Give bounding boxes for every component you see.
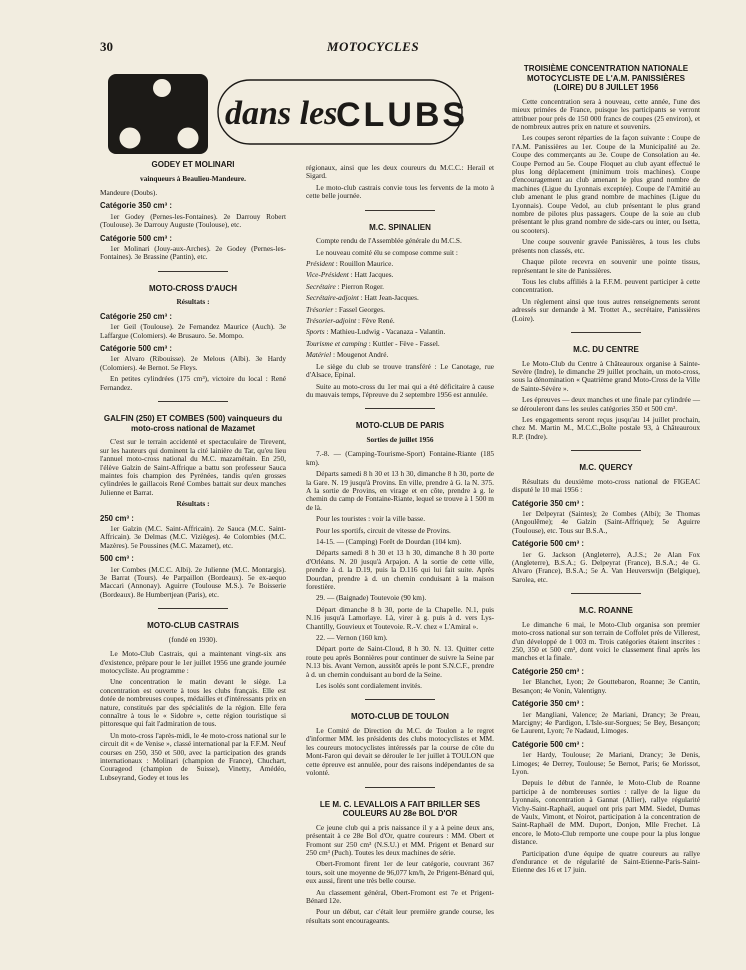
paragraph: 1er G. Jackson (Angleterre), A.J.S.; 2e Alan Fox (Angleterre), B.S.A.; G. Delpeyrat (France), B.S.A.; 4e G. Alvaro (France), B.S.A.; 5e A. Van Heuverswijn (Belgique), Sarolea, etc. [512, 549, 700, 584]
committee-name: : Kuttler - Fève - Fassel. [366, 338, 440, 348]
article-title: M.C. SPINALIEN [369, 222, 431, 232]
committee-name: : Pierron Roger. [335, 281, 384, 291]
committee-role: Trésorier-adjoint [306, 316, 357, 326]
committee-member [306, 294, 494, 302]
category-heading: Catégorie 350 cm³ : [512, 498, 584, 508]
committee-role: Président [306, 259, 334, 269]
category-heading: Catégorie 500 cm³ : [512, 739, 584, 749]
clubs-banner [100, 60, 472, 160]
paragraph: Cette concentration sera à nouveau, cette année, l'une des mieux primées de France, puisque les participants se verront attribuer pour près de 150 000 francs de coupes (25 environ), et de nombreux autres prix en nature et souvenirs. [512, 96, 700, 131]
article-title: GALFIN (250) ET COMBES (500) vainqueurs du moto-cross national de Mazamet [103, 414, 283, 433]
divider [571, 332, 641, 333]
paragraph: Pour les sportifs, circuit de vitesse de Provins. [316, 525, 451, 535]
paragraph: Au classement général, Obert-Fromont est 7e et Prigent-Bénard 12e. [306, 887, 494, 905]
paragraph: Pour un début, car c'était leur première grande course, les résultats sont encourageants. [306, 907, 494, 925]
paragraph: régionaux, ainsi que les deux coureurs du M.C.C.: Herail et Sigard. [306, 163, 494, 181]
committee-name: : Fève René. [356, 316, 395, 326]
paragraph: Chaque pilote recevra en souvenir une pointe tissus, représentant le site de Panissières. [512, 257, 700, 275]
divider [158, 401, 228, 402]
column-left [100, 160, 286, 785]
article-title: LE M. C. LEVALLOIS A FAIT BRILLER SES COULEURS AU 28e BOL D'OR [319, 799, 481, 819]
article-subtitle: (fondé en 1930). [168, 634, 218, 644]
category-heading: Catégorie 350 cm³ : [512, 699, 584, 709]
paragraph: 1er Geil (Toulouse). 2e Fernandez Maurice (Auch). 3e Laffargue (Colomiers). 4e Brusauro. 5e. Mompo. [100, 322, 286, 340]
paragraph: Le dimanche 6 mai, le Moto-Club organisa son premier moto-cross national sur son terrain de Coffolet près de Villerest, d'un développé de 1 003 m. Trois catégories étaient inscrites : 250, 350 et 500 cm³, dont voici le classement final après les manches et la finale. [512, 619, 700, 663]
results-label: Résultats : [176, 499, 210, 509]
committee-role: Secrétaire-adjoint [306, 293, 359, 303]
paragraph: Obert-Fromont firent 1er de leur catégorie, couvrant 367 tours, soit une moyenne de 96,077 km/h, 2e Prigent-Bénard qui, eux aussi, firent une très belle course. [306, 859, 494, 886]
category-heading: Catégorie 500 cm³ : [100, 344, 172, 354]
article-title: MOTO-CLUB CASTRAIS [147, 621, 239, 631]
committee-name: : Hatt Jean-Jacques. [358, 293, 419, 303]
committee-member [306, 340, 494, 348]
paragraph: Les coupes seront réparties de la façon suivante : Coupe de l'A.M. Panissières au 1er. Coupe de la Municipalité au 2e. Coupe des commerçants au 3e. Coupe de Consolation au 4e. Coupe Pernod au 5e. Coupe Floquet au club ayant effectué le plus long déplacement (minimum trois machines). Coupe d'encouragement au club amenant le plus grand nombre de machines (Ligue du Lyonnais exceptée). Coupe de l'Amitié au club amenant le plus grand nombre de machines (Ligue du Lyonnais). Coupe Vedol, au club présentant le plus grand nombre de pilotes plus passagers. Coupe de la soie au club présentant le plus grand nombre de side-cars ou inter, ou Isetta, ou scooters). [512, 133, 700, 235]
category-heading: 500 cm³ : [100, 554, 134, 564]
paragraph: En petites cylindrées (175 cm³), victoire du local : René Fernandez. [100, 374, 286, 392]
committee-role: Trésorier [306, 304, 334, 314]
paragraph: Ce jeune club qui a pris naissance il y a à peine deux ans, présentait à ce 28e Bol d'Or, quatre coureurs : MM. Obert et Fromont sur 250 cm³ (N.S.U.) et MM. Prigent et Benard sur 250 cm³ (Puch). Toutes les deux machines de série. [306, 822, 494, 857]
wheel-icon [176, 126, 200, 150]
paragraph: Pour les touristes : voir la ville basse. [316, 514, 426, 524]
paragraph: Participation d'une équipe de quatre coureurs au rallye d'endurance et de régularité de Saint-Etienne-Paris-Saint-Etienne des 16 et 17 juin. [512, 848, 700, 875]
divider [365, 408, 435, 409]
committee-member [306, 260, 494, 268]
article-title: MOTO-CLUB DE PARIS [355, 421, 445, 431]
paragraph: 1er Combes (M.C.C. Albi). 2e Julienne (M.C. Montargis). 3e Barrat (Tours). 4e Parpaillon (Bordeaux). 5e ex-aequo Maccari (Annonay). Aguirre (Toulouse M.S.). 7e Boisserie (Bordeaux). 8e Humbertjean (Paris), etc. [100, 564, 286, 599]
magazine-title: MOTOCYCLES [326, 39, 420, 54]
paragraph: 1er Molinari (Jouy-aux-Arches). 2e Godey (Pernes-les-Fontaines). 3e Brassine (Pantin), etc. [100, 244, 286, 262]
committee-member [306, 351, 494, 359]
article-title: GODEY ET MOLINARI [151, 160, 235, 169]
rider-helmet-icon [153, 79, 171, 97]
committee-member [306, 328, 494, 336]
column-right [512, 64, 700, 878]
committee-role: Secrétaire [306, 281, 336, 291]
paragraph: Le nouveau comité élu se compose comme suit : [316, 247, 458, 257]
category-heading: Catégorie 350 cm³ : [100, 201, 172, 211]
paragraph: Le Moto-Club du Centre à Châteauroux organise à Sainte-Sevère (Indre), le dimanche 29 juillet prochain, un moto-cross, sous la dénomination « Quatrième grand Moto-Cross de la Ville de Sainte-Sévère ». [512, 358, 700, 393]
category-heading: Catégorie 250 cm³ : [512, 666, 584, 676]
divider [571, 593, 641, 594]
divider [158, 608, 228, 609]
article-subtitle: vainqueurs à Beaulieu-Mandeure. [140, 173, 246, 183]
committee-name: : Hatt Jacques. [348, 270, 394, 280]
paragraph: Le Comité de Direction du M.C. de Toulon a le regret d'informer MM. les présidents des clubs motocyclistes et MM. les coureurs motocyclistes intéressés par la course de côte du Mont-Faron qui devait se dérouler le 1er juillet à TOULON que cette épreuve est annulée, pour des raisons indépendantes de sa volonté. [306, 726, 494, 778]
divider [365, 210, 435, 211]
paragraph: Départs samedi 8 h 30 et 13 h 30, dimanche 8 h 30, porte de la Gare. N. 19 jusqu'à Provins. En ville, prendre à G. la N. 375. A la sortie de Provins, en virage et en côte, prendre à g. le chemin du camp de Fontaine-Riante, lequel se trouve à 1 500 m de là. [306, 469, 494, 512]
divider [365, 787, 435, 788]
article-title: M.C. QUERCY [579, 463, 633, 473]
paragraph: Le siège du club se trouve transféré : Le Canotage, rue d'Alsace, Epinal. [306, 361, 494, 380]
paragraph: 1er Galzin (M.C. Saint-Affricain). 2e Sauca (M.C. Saint-Affricain). 3e Delmas (M.C. Vizièges). 4e Colombies (M.C. Mazères). 5e Poussines (M.C. Mazamet), etc. [100, 523, 286, 550]
divider [158, 271, 228, 272]
divider [365, 699, 435, 700]
paragraph: Compte rendu de l'Assemblée générale du M.C.S. [316, 236, 462, 246]
article-subtitle: Sorties de juillet 1956 [366, 434, 434, 444]
banner-clubs-word: CLUBS [336, 96, 469, 134]
article-title: TROISIÈME CONCENTRATION NATIONALE MOTOCYCLISTE DE L'A.M. PANISSIÈRES (LOIRE) DU 8 JUILLET 1956 [523, 64, 689, 93]
paragraph: 1er Alvaro (Ribouisse). 2e Melous (Albi). 3e Hardy (Colomiers). 4e Bernot. 5e Fleys. [100, 354, 286, 372]
committee-role: Matériel [306, 350, 332, 360]
committee-role: Sports [306, 327, 325, 337]
paragraph: C'est sur le terrain accidenté et spectaculaire de Tirevent, sur les hauteurs qui dominent la cité lainière du Tar, qu'eu lieu l'annuel moto-cross national du M.C. mazamétain. En 250, l'élève Galzin de Saint-Affrique a battu son professeur Sauca maintes fois champion des Pyrénées, tandis qu'en grosses cylindrées le gaillacois René Combes battait sur deux manches Julienne et Barrat. [100, 437, 286, 497]
outing-heading: 7.-8. — (Camping-Tourisme-Sport) Fontaine-Riante (185 km). [306, 449, 494, 467]
category-heading: Catégorie 250 cm³ : [100, 311, 172, 321]
committee-member [306, 271, 494, 279]
category-heading: Catégorie 500 cm³ : [512, 539, 584, 549]
results-label: Résultats : [176, 297, 210, 307]
paragraph: 1er Mangliani, Valence; 2e Mariani, Drancy; 3e Preau, Marcigny; 4e Pardigon, L'Isle-sur-Sorgues; 5e Bey, Besançon; 6e Laurent, Lyon; 7e Nadaud, Limoges. [512, 709, 700, 736]
committee-member [306, 283, 494, 291]
article-title: MOTO-CLUB DE TOULON [351, 712, 449, 722]
paragraph: Départ porte de Saint-Cloud, 8 h 30. N. 13. Quitter cette route peu après Bonnières pour continuer de suivre la Seine par N.13 bis. Avant Vernon, aussitôt après le pont S.N.C.F., prendre à d. un chemin conduisant au bord de la Seine. [306, 644, 494, 679]
paragraph: Tous les clubs affiliés à la F.F.M. peuvent participer à cette concentration. [512, 276, 700, 295]
outing-heading: 22. — Vernon (160 km). [316, 633, 388, 643]
paragraph: Les engagements seront reçus jusqu'au 14 juillet prochain, chez M. Martin M., M.C.C.,Boîte postale 93, à Châteauroux R.P. (Indre). [512, 414, 700, 441]
committee-name: : Fassel Georges. [333, 304, 385, 314]
paragraph: Départs samedi 8 h 30 et 13 h 30, dimanche 8 h 30 porte d'Orléans. N. 20 jusqu'à Arpajon. A la sortie de cette ville, prendre à d. la D.19, puis la D.116 qui lui fait suite. Après Dourdan, prendre à d. un chemin conduisant à la maison forestière. [306, 548, 494, 591]
article-title: MOTO-CROSS D'AUCH [149, 283, 237, 293]
committee-role: Vice-Président [306, 270, 349, 280]
paragraph: 1er Delpeyrat (Saintes); 2e Combes (Albi); 3e Thomas (Angoulême); 4e Galzin (Saint-Affrique); 5e Aguirre (Toulouse), etc. Tous sur B.S.A., [512, 509, 700, 535]
paragraph: Une concentration le matin devant le siège. La concentration est ouverte à tous les clubs français. Elle est dotée de nombreuses coupes, médailles et d'intéressants prix en nature, constitués par des spécialités de la région. Elle fera connaître à tous le « Sidobre », cette région touristique si pittoresque qui fait l'admiration de tous. [100, 677, 286, 729]
committee-name: : Mougenot André. [331, 350, 389, 360]
column-middle [306, 164, 494, 928]
category-heading: Catégorie 500 cm³ : [100, 233, 172, 243]
paragraph: Résultats du deuxième moto-cross national de FIGEAC disputé le 10 mai 1956 : [512, 476, 700, 495]
paragraph: Mandeure (Doubs). [100, 188, 158, 197]
committee-name: : Rouillon Maurice. [333, 259, 394, 269]
committee-name: : Mathieu-Ludwig - Vacanaza - Valantin. [324, 327, 446, 337]
paragraph: Le moto-club castrais convie tous les fervents de la moto à cette belle journée. [306, 182, 494, 201]
article-title: M.C. ROANNE [579, 606, 633, 616]
committee-member [306, 317, 494, 325]
category-heading: 250 cm³ : [100, 513, 134, 523]
committee-role: Tourisme et camping [306, 338, 367, 348]
paragraph: Depuis le début de l'année, le Moto-Club de Roanne participe à de nombreuses sorties : rallye de la ligue du Lyonnais, concentration à Gannat (Allier), rallye régularité Vichy-Saint-Raphaël, auquel ont pris part MM. Siedel, Dumas de Vaulx, Vimont, et Noirot, participation à la concentration de Saint-Raphaël de MM. Duport, Donjon, Mlle Frechet. Là encore, le Moto-Club remporte une coupe pour la plus longue distance. [512, 778, 700, 847]
paragraph: Départ dimanche 8 h 30, porte de la Chapelle. N.1, puis N.16 jusqu'à Lamorlaye. Là, virer à g. puis à d. vers Lys-Chantilly, Gouvieux et Toutevoie. R.-V. chez « L'Amiral ». [306, 604, 494, 631]
paragraph: 1er Godey (Pernes-les-Fontaines). 2e Darrouy Robert (Toulouse). 3e Darrouy Auguste (Toulouse), etc. [100, 211, 286, 230]
paragraph: Les épreuves — deux manches et une finale par cylindrée — se dérouleront dans les seules catégories 350 et 500 cm³. [512, 395, 700, 413]
paragraph: Les isolés sont cordialement invités. [316, 681, 422, 691]
outing-heading: 14-15. — (Camping) Forêt de Dourdan (104 km). [316, 536, 462, 546]
committee-member [306, 306, 494, 314]
committee-list [306, 260, 494, 360]
divider [571, 450, 641, 451]
paragraph: 1er Blanchet, Lyon; 2e Gouttebaron, Roanne; 3e Cantin, Besançon; 4e Vonin, Valentigny. [512, 677, 700, 695]
wheel-icon [118, 126, 142, 150]
outing-heading: 29. — (Baignade) Toutevoie (90 km). [316, 593, 427, 603]
paragraph: Suite au moto-cross du 1er mai qui a été déficitaire à cause du mauvais temps, l'épreuve du 2 septembre 1956 est annulée. [306, 381, 494, 399]
paragraph: Une coupe souvenir gravée Panissières, à tous les clubs présents non classés, etc. [512, 237, 700, 255]
paragraph: 1er Hardy, Toulouse; 2e Mariani, Drancy; 3e Denis, Limoges; 4e Derrey, Toulouse; 5e Bernot, Paris; 6e Morissot, Lyon. [512, 750, 700, 776]
article-title: M.C. DU CENTRE [573, 344, 639, 354]
paragraph: Un règlement ainsi que tous autres renseignements seront adressés sur demande à M. Trottet A., secrétaire, Panissières (Loire). [512, 296, 700, 323]
paragraph: Un moto-cross l'après-midi, le 4e moto-cross national sur le circuit dit « de Venise », classé international par la F.F.M. Neuf courses en 250, 350 et 500, avec la participation des grands internationaux : Molinari (champion de France), Chuchart, Courageod (champion de Suisse), Vinetty, Amédéo, Lubseyrand, Godey et tous les [100, 730, 286, 782]
paragraph: Le Moto-Club Castrais, qui a maintenant vingt-six ans d'existence, prépare pour le 1er juillet 1956 une grande journée motocycliste. Au programme : [100, 649, 286, 675]
banner-script: dans les [225, 95, 338, 132]
page-number: 30 [100, 39, 113, 54]
